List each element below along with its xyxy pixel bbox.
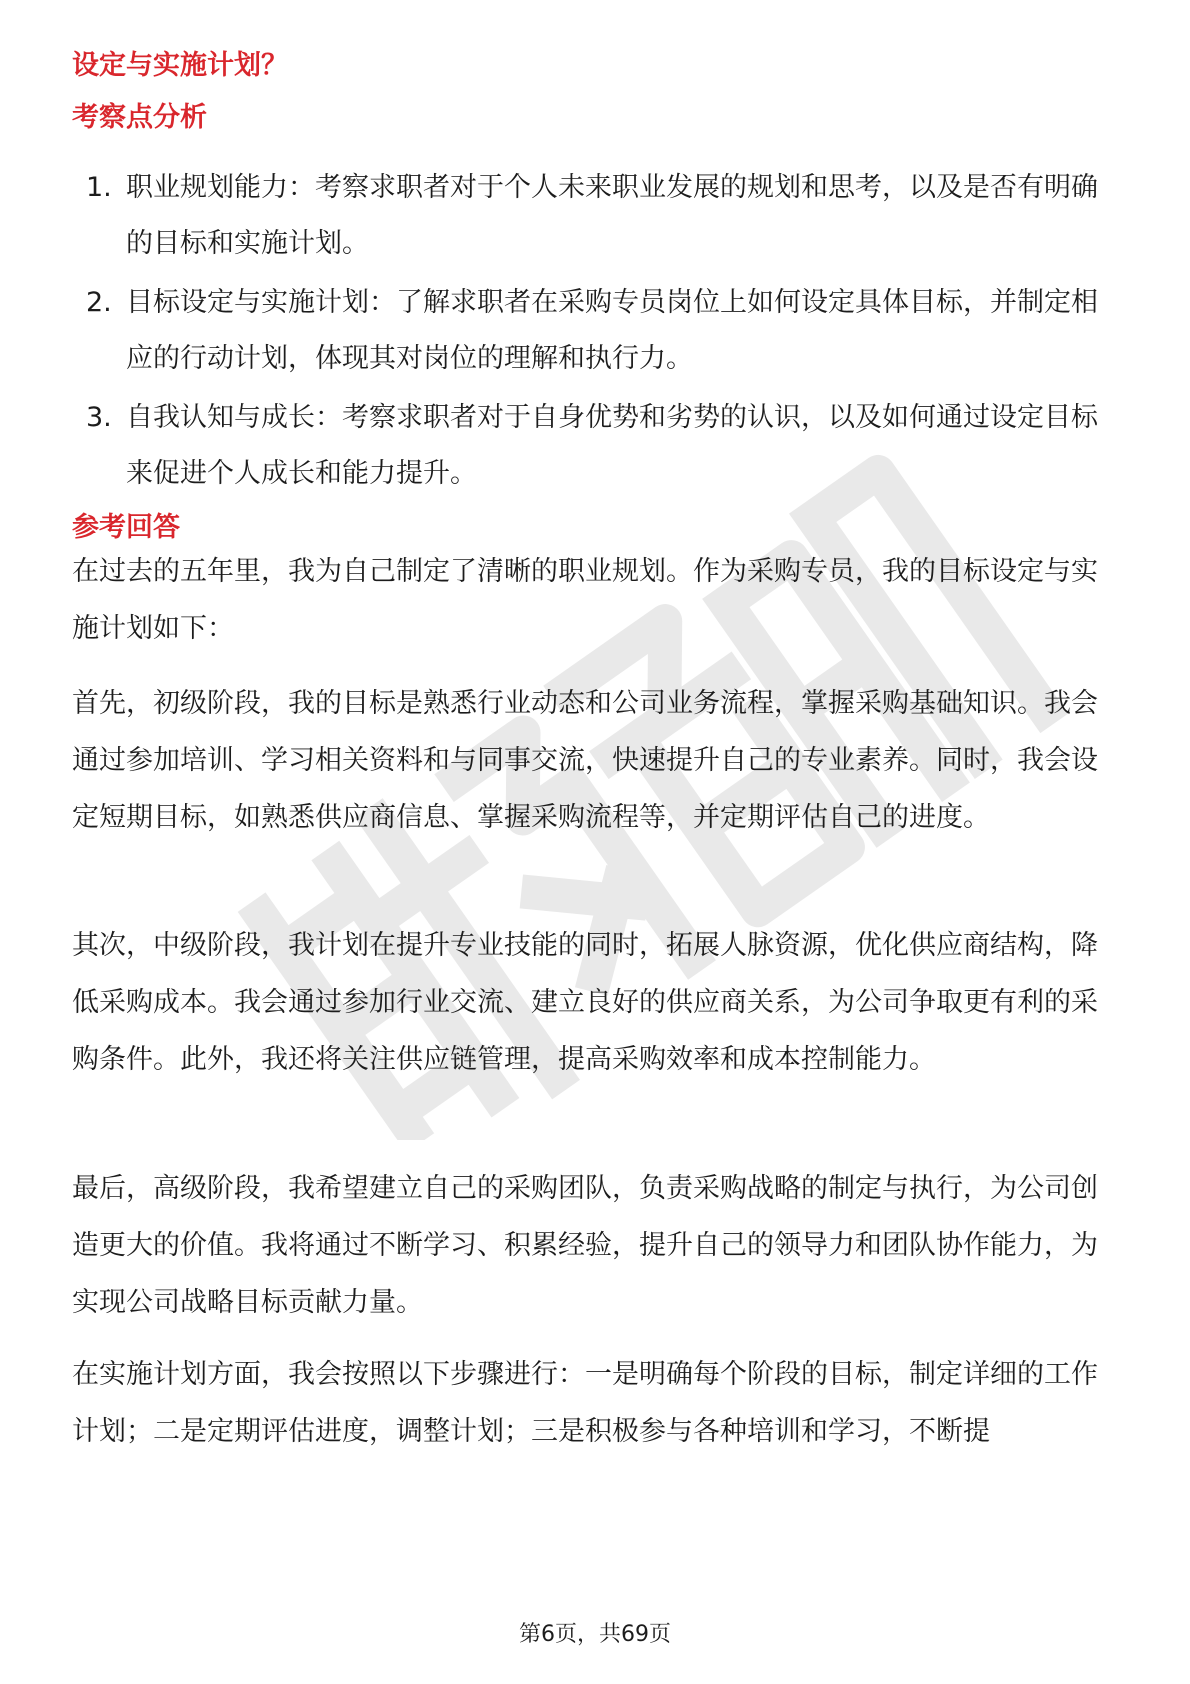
list-item bbox=[72, 160, 1122, 272]
list-number: 3. bbox=[86, 402, 112, 433]
list-item bbox=[72, 390, 1122, 502]
list-item-text: 自我认知与成长：考察求职者对于自身优势和劣势的认识，以及如何通过设定目标来促进个人成长和能力提升。 bbox=[126, 402, 1098, 489]
analysis-list bbox=[72, 160, 1122, 505]
list-item-text: 职业规划能力：考察求职者对于个人未来职业发展的规划和思考，以及是否有明确的目标和实施计划。 bbox=[126, 172, 1098, 259]
list-number: 1. bbox=[86, 172, 112, 203]
list-item bbox=[72, 275, 1122, 387]
page-footer: 第6页，共69页 bbox=[519, 1622, 671, 1647]
section-heading-analysis: 考察点分析 bbox=[72, 102, 207, 133]
answer-paragraph: 首先，初级阶段，我的目标是熟悉行业动态和公司业务流程，掌握采购基础知识。我会通过参加培训、学习相关资料和与同事交流，快速提升自己的专业素养。同时，我会设定短期目标，如熟悉供应商信息、掌握采购流程等，并定期评估自己的进度。 bbox=[72, 688, 1098, 833]
list-number: 2. bbox=[86, 287, 112, 318]
answer-paragraph: 在实施计划方面，我会按照以下步骤进行：一是明确每个阶段的目标，制定详细的工作计划；二是定期评估进度，调整计划；三是积极参与各种培训和学习，不断提 bbox=[72, 1359, 1098, 1447]
list-item-text: 目标设定与实施计划：了解求职者在采购专员岗位上如何设定具体目标，并制定相应的行动计划，体现其对岗位的理解和执行力。 bbox=[126, 287, 1098, 374]
answer-paragraph: 其次，中级阶段，我计划在提升专业技能的同时，拓展人脉资源，优化供应商结构，降低采购成本。我会通过参加行业交流、建立良好的供应商关系，为公司争取更有利的采购条件。此外，我还将关注供应链管理，提高采购效率和成本控制能力。 bbox=[72, 930, 1098, 1075]
question-title-tail: 设定与实施计划？ bbox=[72, 50, 288, 81]
section-heading-answer: 参考回答 bbox=[72, 512, 180, 543]
answer-paragraph: 最后，高级阶段，我希望建立自己的采购团队，负责采购战略的制定与执行，为公司创造更大的价值。我将通过不断学习、积累经验，提升自己的领导力和团队协作能力，为实现公司战略目标贡献力量。 bbox=[72, 1173, 1098, 1318]
answer-paragraph: 在过去的五年里，我为自己制定了清晰的职业规划。作为采购专员，我的目标设定与实施计划如下： bbox=[72, 556, 1098, 644]
